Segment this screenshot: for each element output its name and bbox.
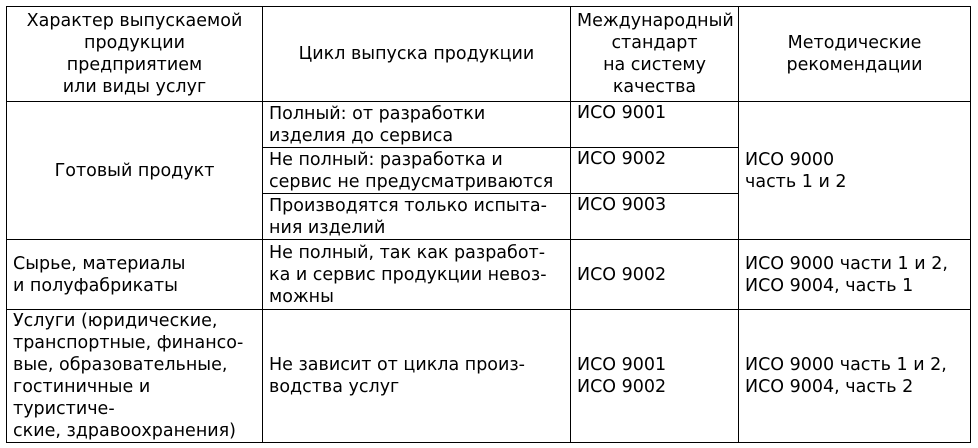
row-label-raw-materials: Сырье, материалы и полуфабрикаты — [7, 240, 263, 310]
recommendation-cell: ИСО 9000 части 1 и 2, ИСО 9004, часть 1 — [739, 240, 971, 310]
standard-cell: ИСО 9002 — [571, 240, 739, 310]
row-label-services: Услуги (юридические, транспортные, финансо- вые, образовательные, гостиничные и туристиче- ские, здравоохранения) — [7, 310, 263, 443]
table-row — [7, 310, 971, 443]
quality-standards-table — [6, 6, 971, 443]
cycle-cell: Не зависит от цикла произ- водства услуг — [263, 310, 571, 443]
standard-cell: ИСО 9003 — [571, 194, 739, 240]
header-cycle: Цикл выпуска продукции — [263, 7, 571, 102]
table-row — [7, 102, 971, 148]
standard-cell: ИСО 9001 — [571, 102, 739, 148]
row-label-finished-product: Готовый продукт — [7, 102, 263, 240]
recommendation-cell: ИСО 9000 часть 1 и 2, ИСО 9004, часть 2 — [739, 310, 971, 443]
cycle-cell: Производятся только испыта- ния изделий — [263, 194, 571, 240]
header-standard: Международный стандарт на систему качества — [571, 7, 739, 102]
header-row — [7, 7, 971, 102]
cycle-cell: Не полный, так как разработ- ка и сервис продукции невоз- можны — [263, 240, 571, 310]
standard-cell: ИСО 9002 — [571, 148, 739, 194]
cycle-cell: Не полный: разработка и сервис не предусматриваются — [263, 148, 571, 194]
header-recommendations: Методические рекомендации — [739, 7, 971, 102]
table-row — [7, 240, 971, 310]
recommendation-cell: ИСО 9000 часть 1 и 2 — [739, 102, 971, 240]
standard-cell: ИСО 9001 ИСО 9002 — [571, 310, 739, 443]
header-product-type: Характер выпускаемой продукции предприятием или виды услуг — [7, 7, 263, 102]
cycle-cell: Полный: от разработки изделия до сервиса — [263, 102, 571, 148]
